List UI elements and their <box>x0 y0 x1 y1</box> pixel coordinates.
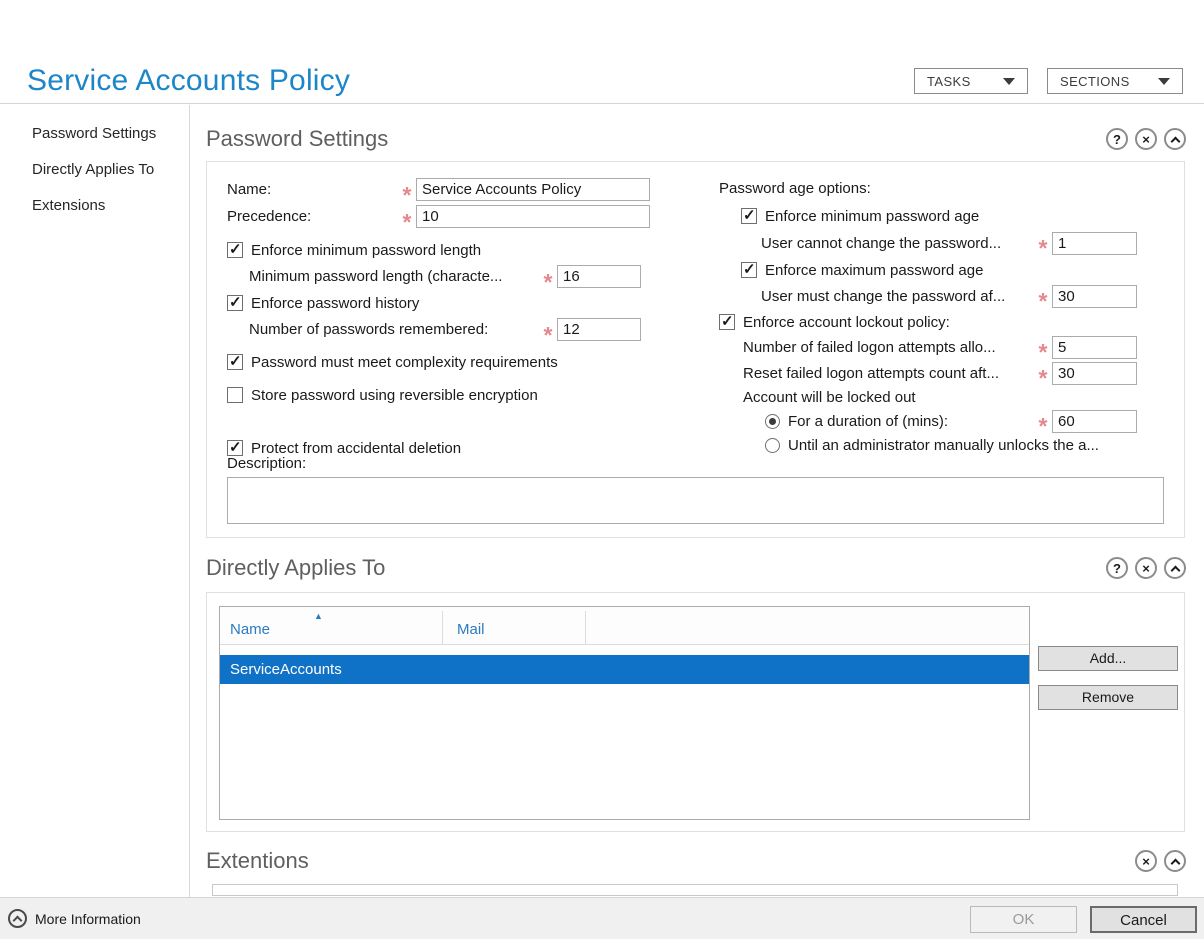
directly-applies-to-title: Directly Applies To <box>206 555 386 580</box>
extensions-title: Extentions <box>206 848 309 873</box>
lockout-policy-label: Enforce account lockout policy: <box>743 313 950 331</box>
password-settings-panel <box>206 161 1185 538</box>
duration-radio[interactable] <box>765 414 780 429</box>
enforce-min-length-checkbox[interactable] <box>227 242 243 258</box>
sidebar-item-directly-applies-to[interactable]: Directly Applies To <box>32 161 155 178</box>
required-icon: * <box>543 268 553 295</box>
min-age-input[interactable] <box>1052 232 1137 255</box>
chevron-up-icon <box>1170 858 1180 868</box>
enforce-min-age-checkbox[interactable] <box>741 208 757 224</box>
sections-dropdown-label: SECTIONS <box>1060 73 1130 89</box>
chevron-up-icon <box>1170 565 1180 575</box>
duration-label: For a duration of (mins): <box>788 412 949 430</box>
page-title: Service Accounts Policy <box>27 64 351 97</box>
until-admin-label: Until an administrator manually unlocks the a... <box>788 436 1099 454</box>
min-age-label: User cannot change the password... <box>761 234 1002 252</box>
required-icon: * <box>1038 288 1048 314</box>
column-header-name[interactable]: Name <box>230 621 271 638</box>
tasks-dropdown[interactable] <box>914 68 1028 94</box>
lockout-policy-checkbox[interactable] <box>719 314 735 330</box>
more-information-toggle[interactable] <box>8 909 141 928</box>
failed-attempts-input[interactable] <box>1052 336 1137 359</box>
header <box>0 0 1204 104</box>
password-age-options-label: Password age options: <box>719 179 871 197</box>
locked-out-label: Account will be locked out <box>743 389 916 406</box>
max-age-input[interactable] <box>1052 285 1137 308</box>
protect-deletion-checkbox[interactable] <box>227 440 243 456</box>
help-icon[interactable]: ? <box>1106 128 1128 150</box>
required-icon: * <box>1038 365 1048 391</box>
protect-deletion-label: Protect from accidental deletion <box>251 439 462 457</box>
precedence-input[interactable] <box>416 205 650 228</box>
chevron-down-icon <box>1003 78 1015 85</box>
failed-attempts-label: Number of failed logon attempts allo... <box>743 338 996 356</box>
sort-ascending-icon: ▲ <box>314 611 323 621</box>
required-icon: * <box>1038 235 1048 261</box>
ok-button[interactable]: OK <box>970 906 1077 933</box>
password-settings-title: Password Settings <box>206 126 389 151</box>
close-section-icon[interactable]: × <box>1135 850 1157 872</box>
max-age-label: User must change the password af... <box>761 287 1006 305</box>
duration-input[interactable] <box>1052 410 1137 433</box>
section-nav-sidebar <box>0 105 190 897</box>
check-icon: ✓ <box>229 353 242 370</box>
enforce-history-checkbox[interactable] <box>227 295 243 311</box>
sidebar-item-password-settings[interactable]: Password Settings <box>32 125 157 142</box>
sidebar-item-extensions[interactable]: Extensions <box>32 197 106 214</box>
password-settings-right-column <box>719 172 1179 457</box>
precedence-label: Precedence: <box>227 208 312 225</box>
enforce-min-length-label: Enforce minimum password length <box>251 241 482 259</box>
add-button[interactable]: Add... <box>1038 646 1178 671</box>
directly-applies-to-panel <box>206 592 1185 832</box>
close-section-icon[interactable]: × <box>1135 557 1157 579</box>
check-icon: ✓ <box>229 439 242 456</box>
column-divider[interactable] <box>442 611 443 644</box>
reset-count-input[interactable] <box>1052 362 1137 385</box>
check-icon: ✓ <box>229 294 242 311</box>
history-count-input[interactable] <box>557 318 641 341</box>
enforce-max-age-label: Enforce maximum password age <box>765 261 984 279</box>
history-count-label: Number of passwords remembered: <box>249 321 489 338</box>
chevron-up-circle-icon <box>8 909 27 928</box>
collapse-section-icon[interactable] <box>1164 850 1186 872</box>
complexity-checkbox[interactable] <box>227 354 243 370</box>
collapse-section-icon[interactable] <box>1164 557 1186 579</box>
name-label: Name: <box>227 181 272 198</box>
description-block <box>227 455 1166 529</box>
reset-count-label: Reset failed logon attempts count aft... <box>743 364 999 382</box>
more-information-label: More Information <box>35 910 141 927</box>
check-icon: ✓ <box>743 261 756 278</box>
check-icon: ✓ <box>743 207 756 224</box>
column-header-mail[interactable]: Mail <box>457 621 485 638</box>
check-icon: ✓ <box>721 313 734 330</box>
close-section-icon[interactable]: × <box>1135 128 1157 150</box>
chevron-down-icon <box>1158 78 1170 85</box>
description-label: Description: <box>227 455 307 472</box>
extensions-panel <box>212 884 1178 896</box>
chevron-up-icon <box>1170 136 1180 146</box>
password-settings-left-column <box>227 176 657 460</box>
table-row[interactable] <box>220 655 1029 684</box>
footer-bar <box>0 897 1204 939</box>
reversible-encryption-label: Store password using reversible encryption <box>251 386 538 404</box>
required-icon: * <box>402 181 412 208</box>
name-input[interactable] <box>416 178 650 201</box>
min-length-label: Minimum password length (characte... <box>249 268 503 285</box>
description-textarea[interactable] <box>227 477 1164 524</box>
required-icon: * <box>1038 339 1048 365</box>
required-icon: * <box>543 321 553 348</box>
cancel-button[interactable]: Cancel <box>1090 906 1197 933</box>
table-header <box>220 607 1029 645</box>
tasks-dropdown-label: TASKS <box>927 73 971 89</box>
complexity-label: Password must meet complexity requirements <box>251 353 558 371</box>
row-name-cell: ServiceAccounts <box>230 661 342 678</box>
until-admin-radio[interactable] <box>765 438 780 453</box>
applies-to-table <box>219 606 1030 820</box>
sections-dropdown[interactable] <box>1047 68 1183 94</box>
reversible-encryption-checkbox[interactable] <box>227 387 243 403</box>
enforce-min-age-label: Enforce minimum password age <box>765 207 980 225</box>
collapse-section-icon[interactable] <box>1164 128 1186 150</box>
enforce-history-label: Enforce password history <box>251 294 420 312</box>
min-length-input[interactable] <box>557 265 641 288</box>
column-divider[interactable] <box>585 611 586 644</box>
enforce-max-age-checkbox[interactable] <box>741 262 757 278</box>
required-icon: * <box>1038 413 1048 439</box>
check-icon: ✓ <box>229 241 242 258</box>
help-icon[interactable]: ? <box>1106 557 1128 579</box>
required-icon: * <box>402 208 412 235</box>
remove-button[interactable]: Remove <box>1038 685 1178 710</box>
